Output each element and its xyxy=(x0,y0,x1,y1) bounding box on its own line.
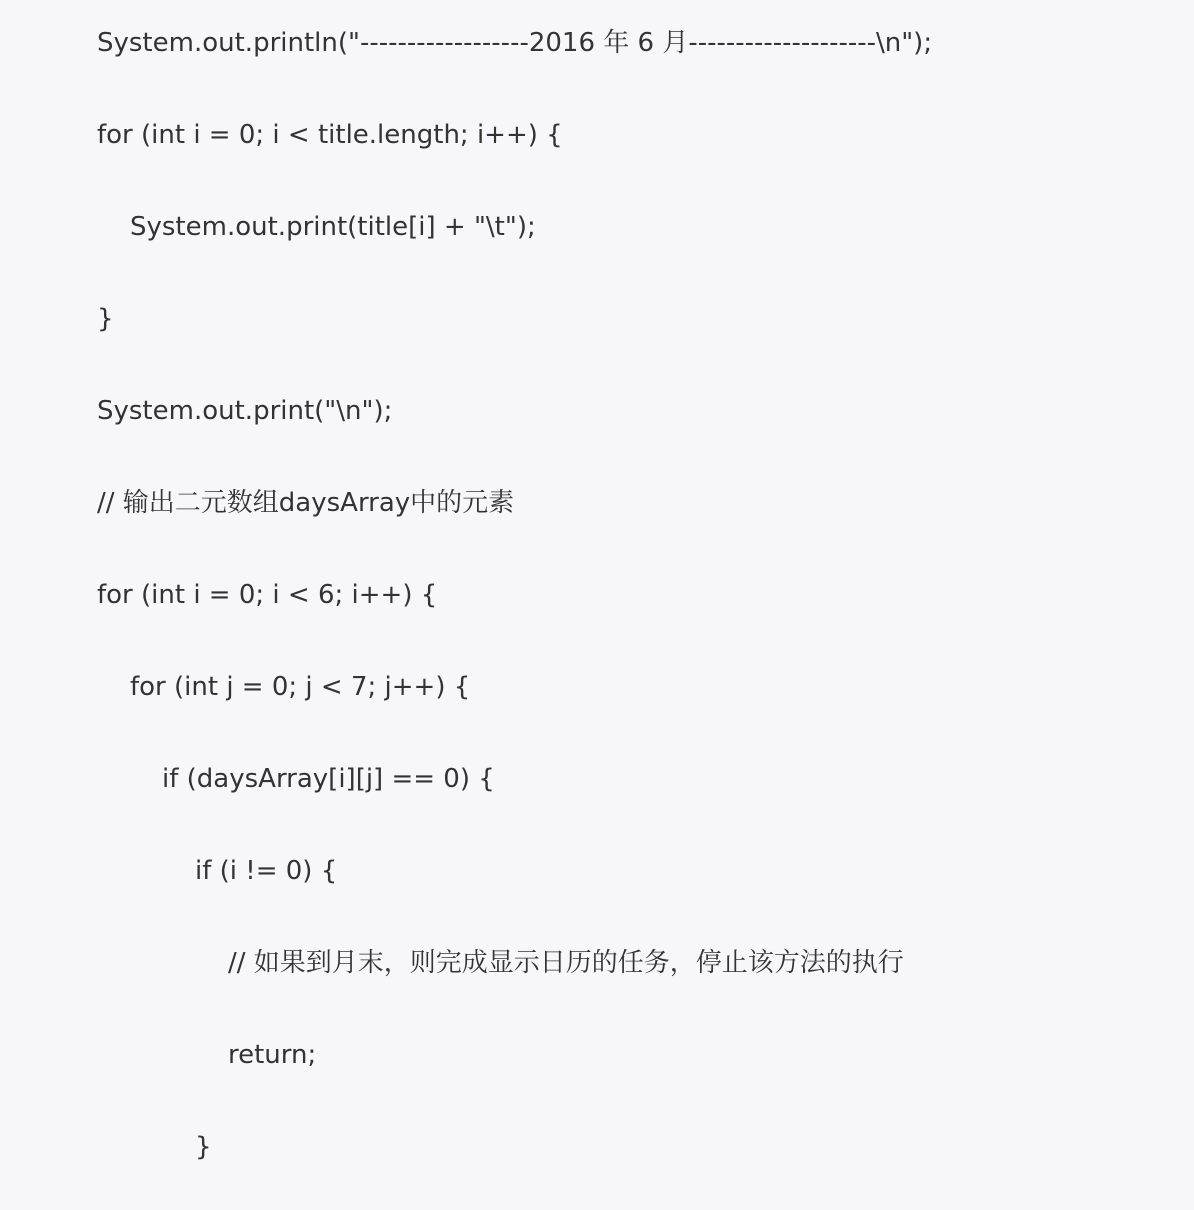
code-line-close-brace-2: } xyxy=(195,1132,212,1162)
code-line-close-brace-1: } xyxy=(97,304,114,334)
code-line-println-header: System.out.println("------------------2016 年 6 月--------------------\n"); xyxy=(97,28,933,58)
code-line-print-title: System.out.print(title[i] + "\t"); xyxy=(130,212,536,242)
code-line-print-newline: System.out.print("\n"); xyxy=(97,396,393,426)
code-line-for-title-loop: for (int i = 0; i < title.length; i++) { xyxy=(97,120,563,150)
code-line-for-cols-loop: for (int j = 0; j < 7; j++) { xyxy=(130,672,471,702)
code-line-if-not-first-row: if (i != 0) { xyxy=(195,856,338,886)
code-line-comment-output-array: // 输出二元数组daysArray中的元素 xyxy=(97,488,515,518)
code-line-comment-month-end: // 如果到月末，则完成显示日历的任务，停止该方法的执行 xyxy=(228,948,904,978)
code-line-if-zero-day: if (daysArray[i][j] == 0) { xyxy=(162,764,495,794)
code-line-for-rows-loop: for (int i = 0; i < 6; i++) { xyxy=(97,580,438,610)
code-line-return: return; xyxy=(228,1040,317,1070)
